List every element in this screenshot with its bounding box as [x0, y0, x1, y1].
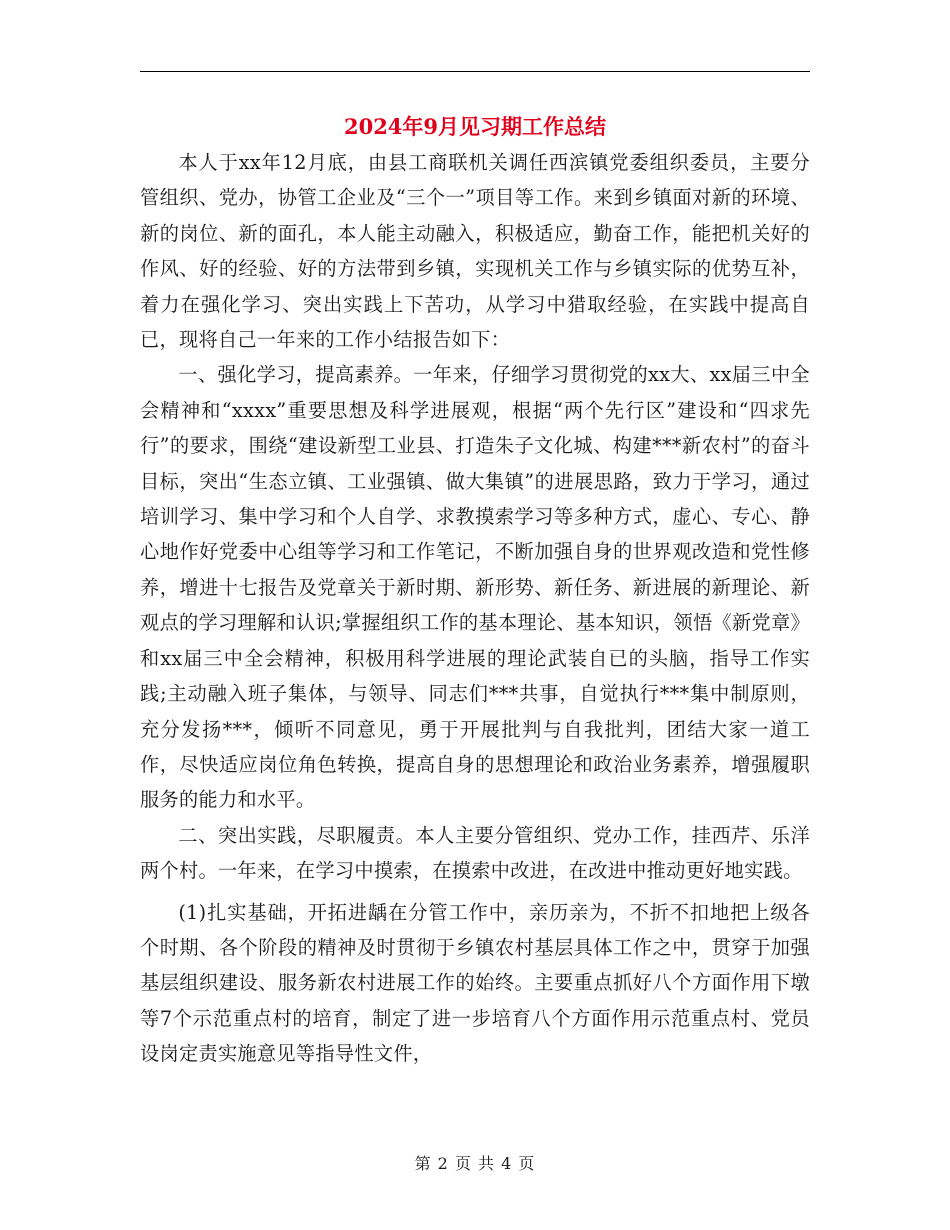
document-title: 2024年9月见习期工作总结 [343, 114, 607, 139]
paragraph-section-one: 一、强化学习，提高素养。一年来，仔细学习贯彻党的xx大、xx届三中全会精神和“xxxx”重要思想及科学进展观，根据“两个先行区”建设和“四求先行”的要求，围绕“建设新型工业县、打造朱子文化城、构建***新农村”的奋斗目标，突出“生态立镇、工业强镇、做大集镇”的进展思路，致力于学习，通过培训学习、集中学习和个人自学、求教摸索学习等多种方式，虚心、专心、静心地作好党委中心组等学习和工作笔记，不断加强自身的世界观改造和党性修养，增进十七报告及党章关于新时期、新形势、新任务、新进展的新理论、新观点的学习理解和认识;掌握组织工作的基本理论、基本知识，领悟《新党章》和xx届三中全会精神，积极用科学进展的理论武装自已的头脑，指导工作实践;主动融入班子集体，与领导、同志们***共事，自觉执行***集中制原则，充分发扬***，倾听不同意见，勇于开展批判与自我批判，团结大家一道工作，尽快适应岗位角色转换，提高自身的思想理论和政治业务素养，增强履职服务的能力和水平。 [140, 363, 810, 812]
document-body [140, 145, 810, 1072]
page-footer: 第 2 页 共 4 页 [414, 1154, 536, 1173]
paragraph-intro: 本人于xx年12月底，由县工商联机关调任西滨镇党委组织委员，主要分管组织、党办，协管工企业及“三个一”项目等工作。来到乡镇面对新的环境、新的岗位、新的面孔，本人能主动融入，积极适应，勤奋工作，能把机关好的作风、好的经验、好的方法带到乡镇，实现机关工作与乡镇实际的优势互补，着力在强化学习、突出实践上下苦功，从学习中猎取经验，在实践中提高自已，现将自己一年来的工作小结报告如下： [140, 151, 810, 352]
header-rule [140, 71, 810, 72]
paragraph-item-one: (1)扎实基础，开拓进龋在分管工作中，亲历亲为，不折不扣地把上级各个时期、各个阶段的精神及时贯彻于乡镇农村基层具体工作之中，贯穿于加强基层组织建设、服务新农村进展工作的始终。主要重点抓好八个方面作用下墩等7个示范重点村的培育，制定了进一步培育八个方面作用示范重点村、党员设岗定责实施意见等指导性文件， [140, 900, 810, 1066]
paragraph-section-two: 二、突出实践，尽职履责。本人主要分管组织、党办工作，挂西芹、乐洋两个村。一年来，在学习中摸索，在摸索中改进，在改进中推动更好地实践。 [140, 823, 810, 883]
